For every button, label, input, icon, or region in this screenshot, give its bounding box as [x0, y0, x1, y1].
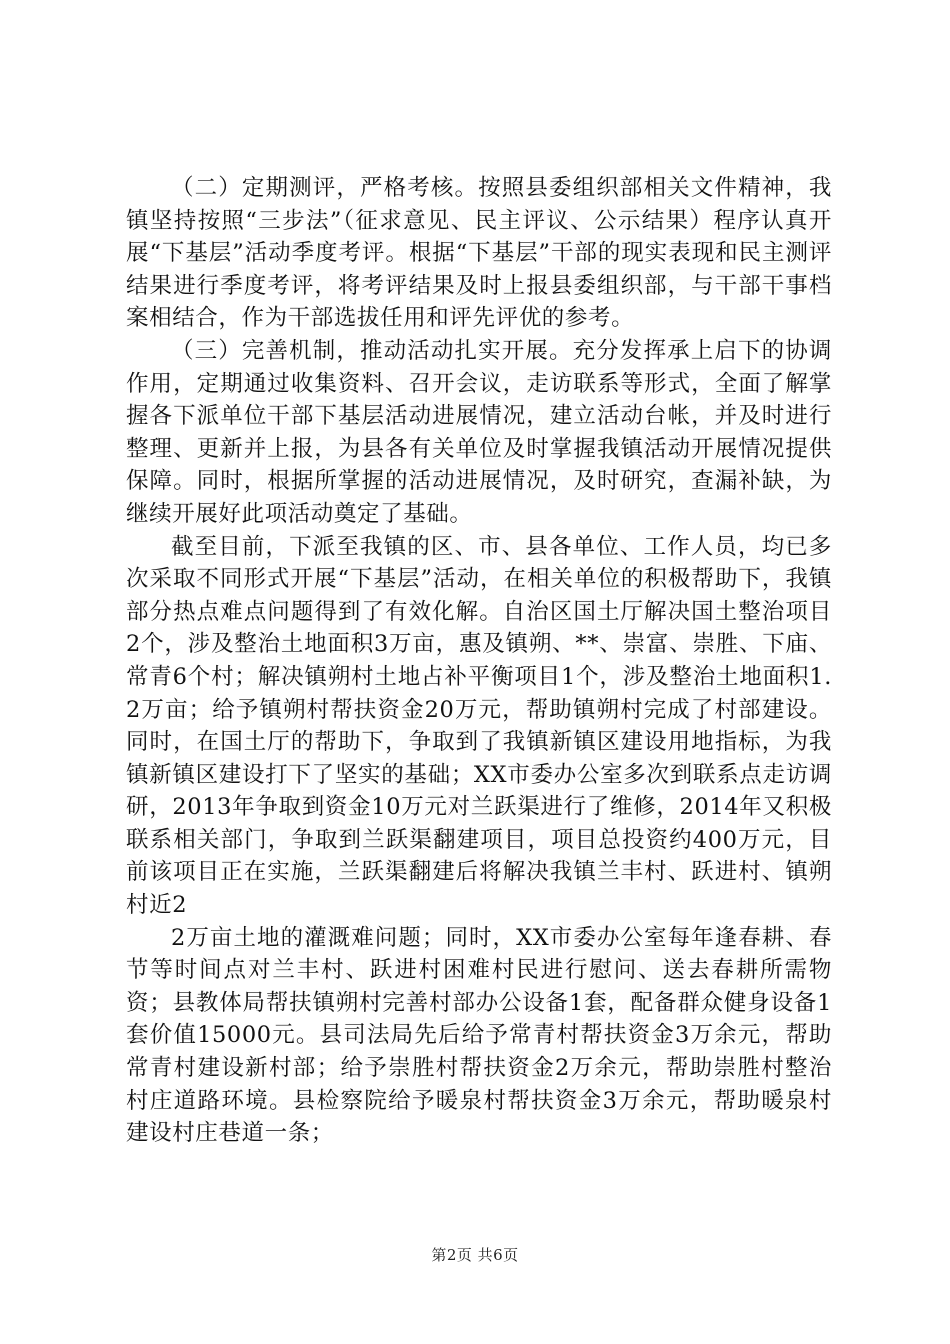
paragraph-achievements: 截至目前，下派至我镇的区、市、县各单位、工作人员，均已多次采取不同形式开展“下基层”活动，在相关单位的积极帮助下，我镇部分热点难点问题得到了有效化解。自治区国土厅解决国土整治项目2个，涉及整治土地面积3万亩，惠及镇朔、**、崇富、崇胜、下庙、常青6个村；解决镇朔村土地占补平衡项目1个，涉及整治土地面积1.2万亩；给予镇朔村帮扶资金20万元，帮助镇朔村完成了村部建设。同时，在国土厅的帮助下，争取到了我镇新镇区建设用地指标，为我镇新镇区建设打下了坚实的基础；XX市委办公室多次到联系点走访调研，2013年争取到资金10万元对兰跃渠进行了维修，2014年又积极联系相关部门，争取到兰跃渠翻建项目，项目总投资约400万元，目前该项目正在实施，兰跃渠翻建后将解决我镇兰丰村、跃进村、镇朔村近2: [126, 533, 832, 919]
paragraph-achievements-continued: 2万亩土地的灌溉难问题；同时，XX市委办公室每年逢春耕、春节等时间点对兰丰村、跃进村困难村民进行慰问、送去春耕所需物资；县教体局帮扶镇朔村完善村部办公设备1套，配备群众健身设备1套价值15000元。县司法局先后给予常青村帮扶资金3万余元，帮助常青村建设新村部；给予崇胜村帮扶资金2万余元，帮助崇胜村整治村庄道路环境。县检察院给予暖泉村帮扶资金3万余元，帮助暖泉村建设村庄巷道一条；: [126, 924, 832, 1147]
paragraph-mechanism: （三）完善机制，推动活动扎实开展。充分发挥承上启下的协调作用，定期通过收集资料、召开会议，走访联系等形式，全面了解掌握各下派单位干部下基层活动进展情况，建立活动台帐，并及时进行整理、更新并上报，为县各有关单位及时掌握我镇活动开展情况提供保障。同时，根据所掌握的活动进展情况，及时研究，查漏补缺，为继续开展好此项活动奠定了基础。: [126, 337, 832, 527]
paragraph-evaluation: （二）定期测评，严格考核。按照县委组织部相关文件精神，我镇坚持按照“三步法”（征求意见、民主评议、公示结果）程序认真开展“下基层”活动季度考评。根据“下基层”干部的现实表现和民主测评结果进行季度考评，将考评结果及时上报县委组织部，与干部干事档案相结合，作为干部选拔任用和评先评优的参考。: [126, 175, 832, 332]
page-number-footer: 第2页 共6页: [431, 1246, 519, 1264]
document-body: [126, 172, 832, 1150]
